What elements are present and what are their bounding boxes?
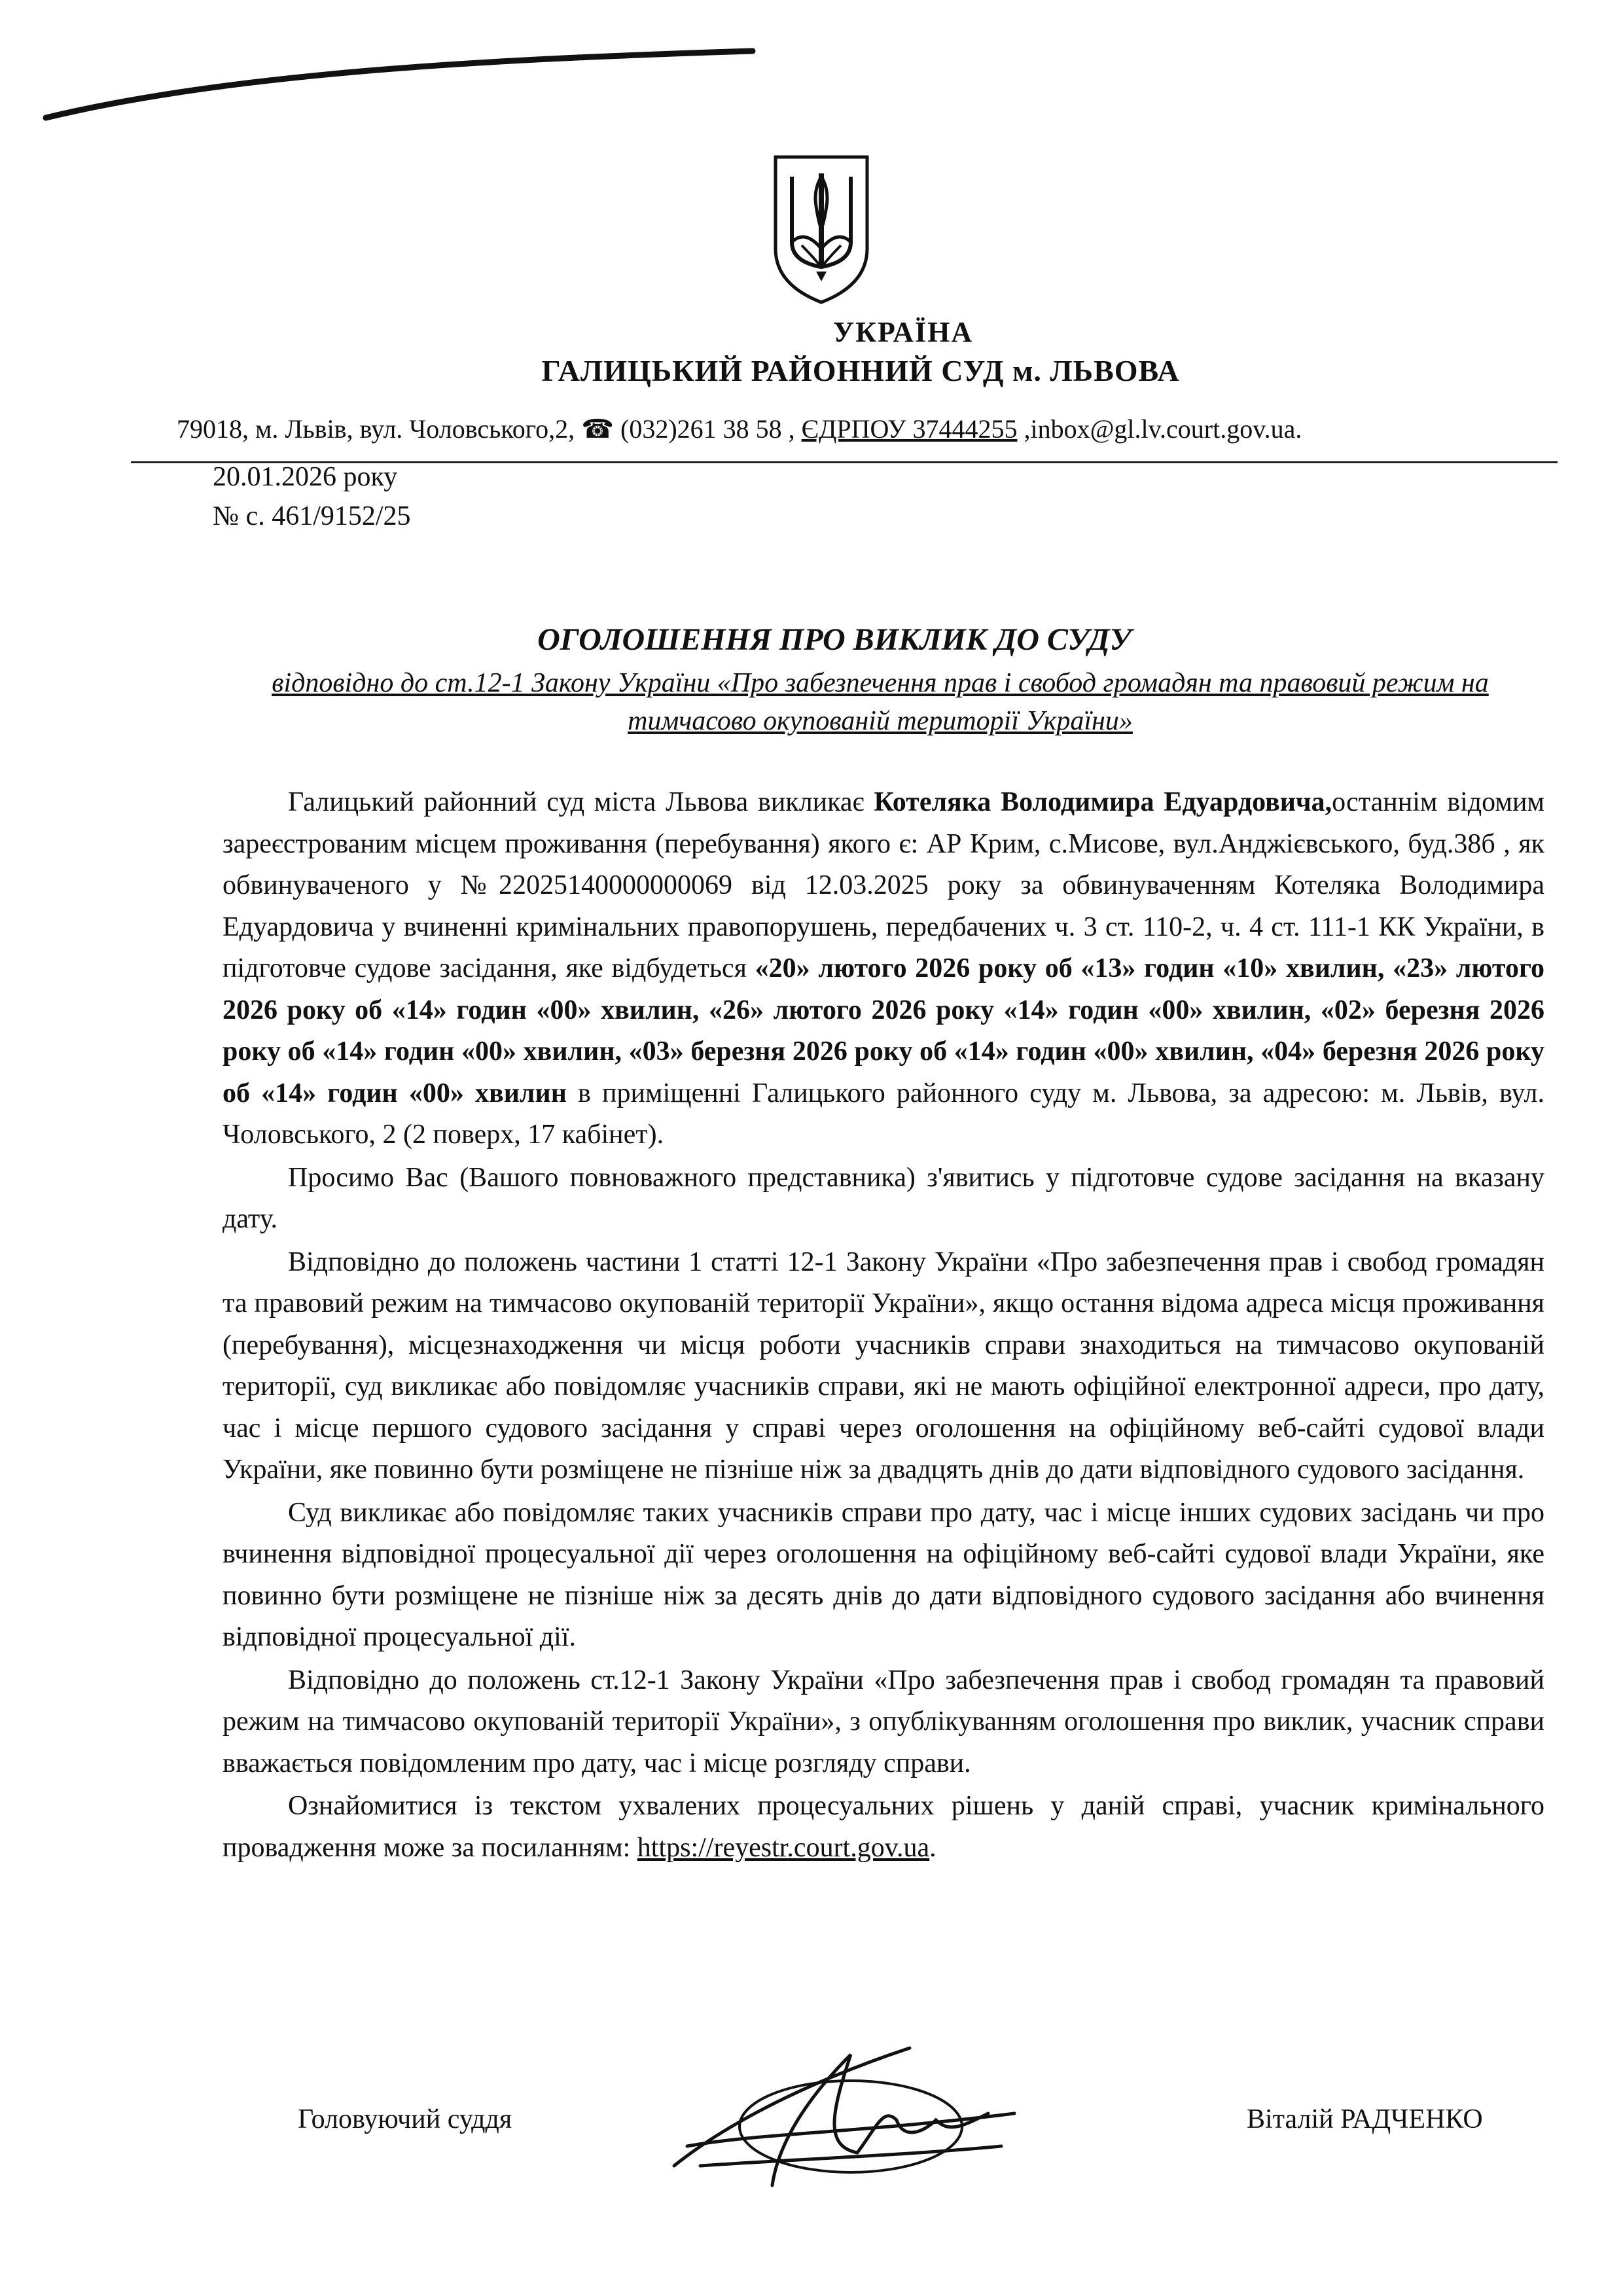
paragraph-registry	[223, 1786, 1544, 1869]
court-name-heading: ГАЛИЦЬКИЙ РАЙОННИЙ СУД м. ЛЬВОВА	[541, 354, 1180, 387]
notice-title: ОГОЛОШЕННЯ ПРО ВИКЛИК ДО СУДУ	[537, 622, 1132, 657]
defendant-name: Котеляка Володимира Едуардовича,	[874, 787, 1332, 817]
summons-details: останнім відомим зареєстрованим місцем проживання (перебування) якого є: АР Крим, с.Мисове, вул.Анджієвського, буд.38б , як обвинуваченого у №22025140000000069 від 12.03.2025 року за обвинуваченням Котеляка Володимира Едуардовича у вчиненні кримінальних правопорушень, передбачених ч. 3 ст. 110-2, ч. 4 ст. 111-1 КК України, в підготовче судове засідання, яке відбудеться	[223, 787, 1545, 983]
notice-body	[223, 782, 1544, 1869]
coat-of-arms-icon	[756, 150, 887, 308]
summons-intro: Галицький районний суд міста Львова викликає	[288, 787, 874, 817]
paragraph-law-3: Відповідно до положень ст.12-1 Закону України «Про забезпечення прав і свобод громадян та правовий режим на тимчасово окупованій території України», з опублікуванням оголошення про виклик, учасник справи вважається повідомленим про дату, час і місце розгляду справи.	[223, 1665, 1544, 1778]
hearing-dates: «20» лютого 2026 року об «13» годин «10» хвилин, «23» лютого 2026 року об «14» годин «00» хвилин, «26» лютого 2026 року «14» годин «00» хвилин, «02» березня 2026 року об «14» годин «00» хвилин, «03» березня 2026 року об «14» годин «00» хвилин, «04» березня 2026 року об «14» годин «00» хвилин	[223, 953, 1545, 1108]
paragraph-law-2: Суд викликає або повідомляє таких учасників справи про дату, час і місце інших судових засідань чи про вчинення відповідної процесуальної дії через оголошення на офіційному веб-сайті судової влади України, яке повинно бути розміщене не пізніше ніж за десять днів до дати відповідного судового засідання або вчинення відповідної процесуальної дії.	[223, 1497, 1544, 1652]
phone-text: (032)261 38 58 ,	[620, 414, 802, 444]
registry-period: .	[929, 1832, 936, 1863]
edrpou-text: ЄДРПОУ 37444255	[801, 414, 1018, 444]
handwritten-signature	[661, 2035, 1027, 2199]
case-number: № с. 461/9152/25	[213, 501, 411, 531]
paragraph-request: Просимо Вас (Вашого повноважного представника) з'явитись у підготовче судове засідання на вказану дату.	[223, 1162, 1544, 1234]
document-date: 20.01.2026 року	[213, 462, 398, 492]
registry-text: Ознайомитися із текстом ухвалених процесуальних рішень у даній справі, учасник кримінального провадження може за посиланням:	[223, 1791, 1544, 1863]
country-heading: УКРАЇНА	[832, 316, 974, 348]
phone-icon: ☎	[581, 414, 615, 444]
signatory-role: Головуючий суддя	[298, 2104, 512, 2134]
registry-link[interactable]: https://reyestr.court.gov.ua	[637, 1832, 930, 1863]
court-address-line	[177, 414, 1590, 444]
notice-subtitle: відповідно до ст.12-1 Закону України «Про забезпечення прав і свобод громадян та правовий режим на тимчасово окупованій території України»	[272, 668, 1489, 736]
paragraph-summons	[223, 782, 1544, 1156]
summons-location: в приміщенні Галицького районного суду м. Львова, за адресою: м. Львів, вул. Чоловського, 2 (2 поверх, 17 кабінет).	[223, 1078, 1544, 1150]
signatory-name: Віталій РАДЧЕНКО	[1247, 2104, 1483, 2134]
email-text: ,inbox@gl.lv.court.gov.ua.	[1024, 414, 1302, 444]
paragraph-law-1: Відповідно до положень частини 1 статті 12-1 Закону України «Про забезпечення прав і свобод громадян та правовий режим на тимчасово окупованій території України», якщо остання відома адреса місця проживання (перебування), місцезнаходження чи місця роботи учасників справи знаходиться на тимчасово окупованій території, суд викликає або повідомляє учасників справи, які не мають офіційної електронної адреси, про дату, час і місце першого судового засідання у справі через оголошення на офіційному веб-сайті судової влади України, яке повинно бути розміщене не пізніше ніж за двадцять днів до дати відповідного судового засідання.	[223, 1246, 1544, 1485]
address-text: 79018, м. Львів, вул. Чоловського,2,	[177, 414, 575, 444]
scan-artifact-stroke	[39, 46, 759, 137]
